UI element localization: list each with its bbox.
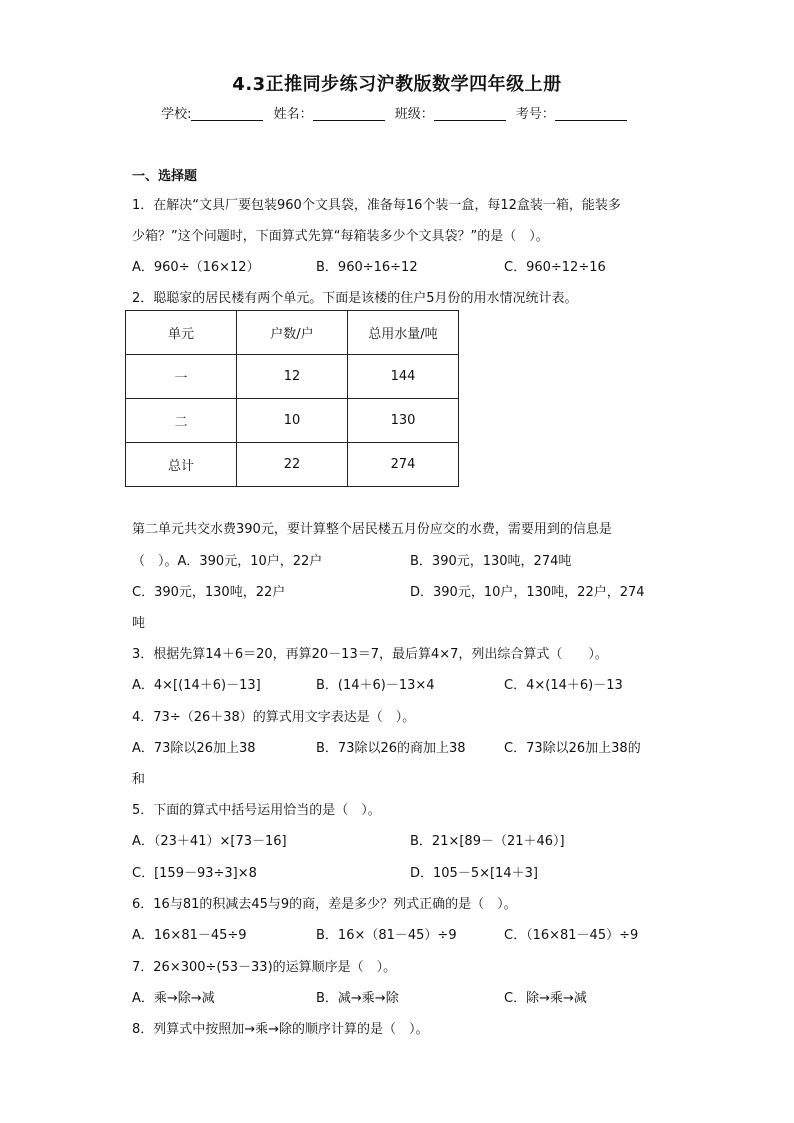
q6-option-c[interactable]: C．（16×81－45）÷9 [504, 928, 639, 943]
exam-number-label: 考号： [515, 107, 555, 122]
water-usage-table [125, 310, 459, 487]
q5-stem: 5．下面的算式中括号运用恰当的是（ ）。 [132, 803, 381, 818]
q7-option-a[interactable]: A．乘→除→减 [132, 991, 215, 1006]
q7-stem: 7．26×300÷(53－33)的运算顺序是（ ）。 [132, 960, 397, 975]
q5-option-a[interactable]: A．（23＋41）×[73－16] [132, 834, 287, 849]
q7-option-c[interactable]: C．除→乘→减 [504, 991, 587, 1006]
q4-stem: 4．73÷（26＋38）的算式用文字表达是（ ）。 [132, 710, 416, 725]
table-row [126, 399, 459, 443]
q5-option-c[interactable]: C．[159－93÷3]×8 [132, 866, 257, 881]
school-blank[interactable] [191, 106, 263, 121]
table-header-cell: 户数/户 [237, 311, 348, 355]
table-cell: 二 [126, 399, 237, 443]
q2-option-c[interactable]: C．390元，130吨，22户 [132, 585, 286, 600]
q4-option-c-continued: 和 [132, 772, 146, 787]
section-heading: 一、选择题 [132, 169, 198, 184]
q2-question-line1: 第二单元共交水费390元，要计算整个居民楼五月份应交的水费，需要用到的信息是 [132, 522, 612, 537]
q2-option-a[interactable]: （ ）。A．390元，10户，22户 [132, 554, 323, 569]
q1-option-c[interactable]: C．960÷12÷16 [504, 260, 606, 275]
q5-option-d[interactable]: D．105－5×[14＋3] [410, 866, 538, 881]
table-cell: 274 [348, 443, 459, 487]
q4-option-c[interactable]: C．73除以26加上38的 [504, 741, 641, 756]
name-blank[interactable] [313, 106, 385, 121]
table-cell: 10 [237, 399, 348, 443]
table-cell: 144 [348, 355, 459, 399]
table-header-cell: 单元 [126, 311, 237, 355]
table-row [126, 355, 459, 399]
class-blank[interactable] [434, 106, 506, 121]
school-label: 学校: [161, 107, 192, 122]
q3-option-b[interactable]: B．(14＋6)－13×4 [316, 678, 435, 693]
q2-option-d-continued: 吨 [132, 616, 146, 631]
table-cell: 130 [348, 399, 459, 443]
table-header-row [126, 311, 459, 355]
q6-option-a[interactable]: A．16×81－45÷9 [132, 928, 247, 943]
q4-option-b[interactable]: B．73除以26的商加上38 [316, 741, 466, 756]
exam-number-blank[interactable] [555, 106, 627, 121]
q2-option-b[interactable]: B．390元，130吨，274吨 [410, 554, 572, 569]
table-cell: 总计 [126, 443, 237, 487]
class-label: 班级： [394, 107, 434, 122]
student-info-line [0, 103, 794, 122]
q1-stem-line1: 1．在解决“文具厂要包装960个文具袋，准备每16个装一盒，每12盒装一箱，能装多 [132, 198, 621, 213]
page-title: 4.3正推同步练习沪教版数学四年级上册 [232, 74, 562, 95]
q6-option-b[interactable]: B．16×（81－45）÷9 [316, 928, 457, 943]
q2-option-d[interactable]: D．390元，10户，130吨，22户，274 [410, 585, 645, 600]
table-row [126, 443, 459, 487]
q4-option-a[interactable]: A．73除以26加上38 [132, 741, 256, 756]
table-cell: 一 [126, 355, 237, 399]
q3-stem: 3．根据先算14＋6＝20，再算20－13＝7，最后算4×7，列出综合算式（ ）。 [132, 647, 608, 662]
q1-stem-line2: 少箱？”这个问题时，下面算式先算“每箱装多少个文具袋？”的是（ ）。 [132, 229, 549, 244]
table-cell: 22 [237, 443, 348, 487]
q8-stem: 8．列算式中按照加→乘→除的顺序计算的是（ ）。 [132, 1022, 429, 1037]
table-cell: 12 [237, 355, 348, 399]
q1-option-a[interactable]: A．960÷（16×12） [132, 260, 260, 275]
q1-option-b[interactable]: B．960÷16÷12 [316, 260, 418, 275]
q5-option-b[interactable]: B．21×[89－（21＋46）] [410, 834, 565, 849]
q3-option-a[interactable]: A．4×[(14＋6)－13] [132, 678, 261, 693]
q6-stem: 6．16与81的积减去45与9的商，差是多少？列式正确的是（ ）。 [132, 897, 517, 912]
table-header-cell: 总用水量/吨 [348, 311, 459, 355]
name-label: 姓名： [273, 107, 313, 122]
q3-option-c[interactable]: C．4×(14＋6)－13 [504, 678, 623, 693]
q2-stem: 2．聪聪家的居民楼有两个单元。下面是该楼的住户5月份的用水情况统计表。 [132, 291, 578, 306]
q7-option-b[interactable]: B．减→乘→除 [316, 991, 399, 1006]
